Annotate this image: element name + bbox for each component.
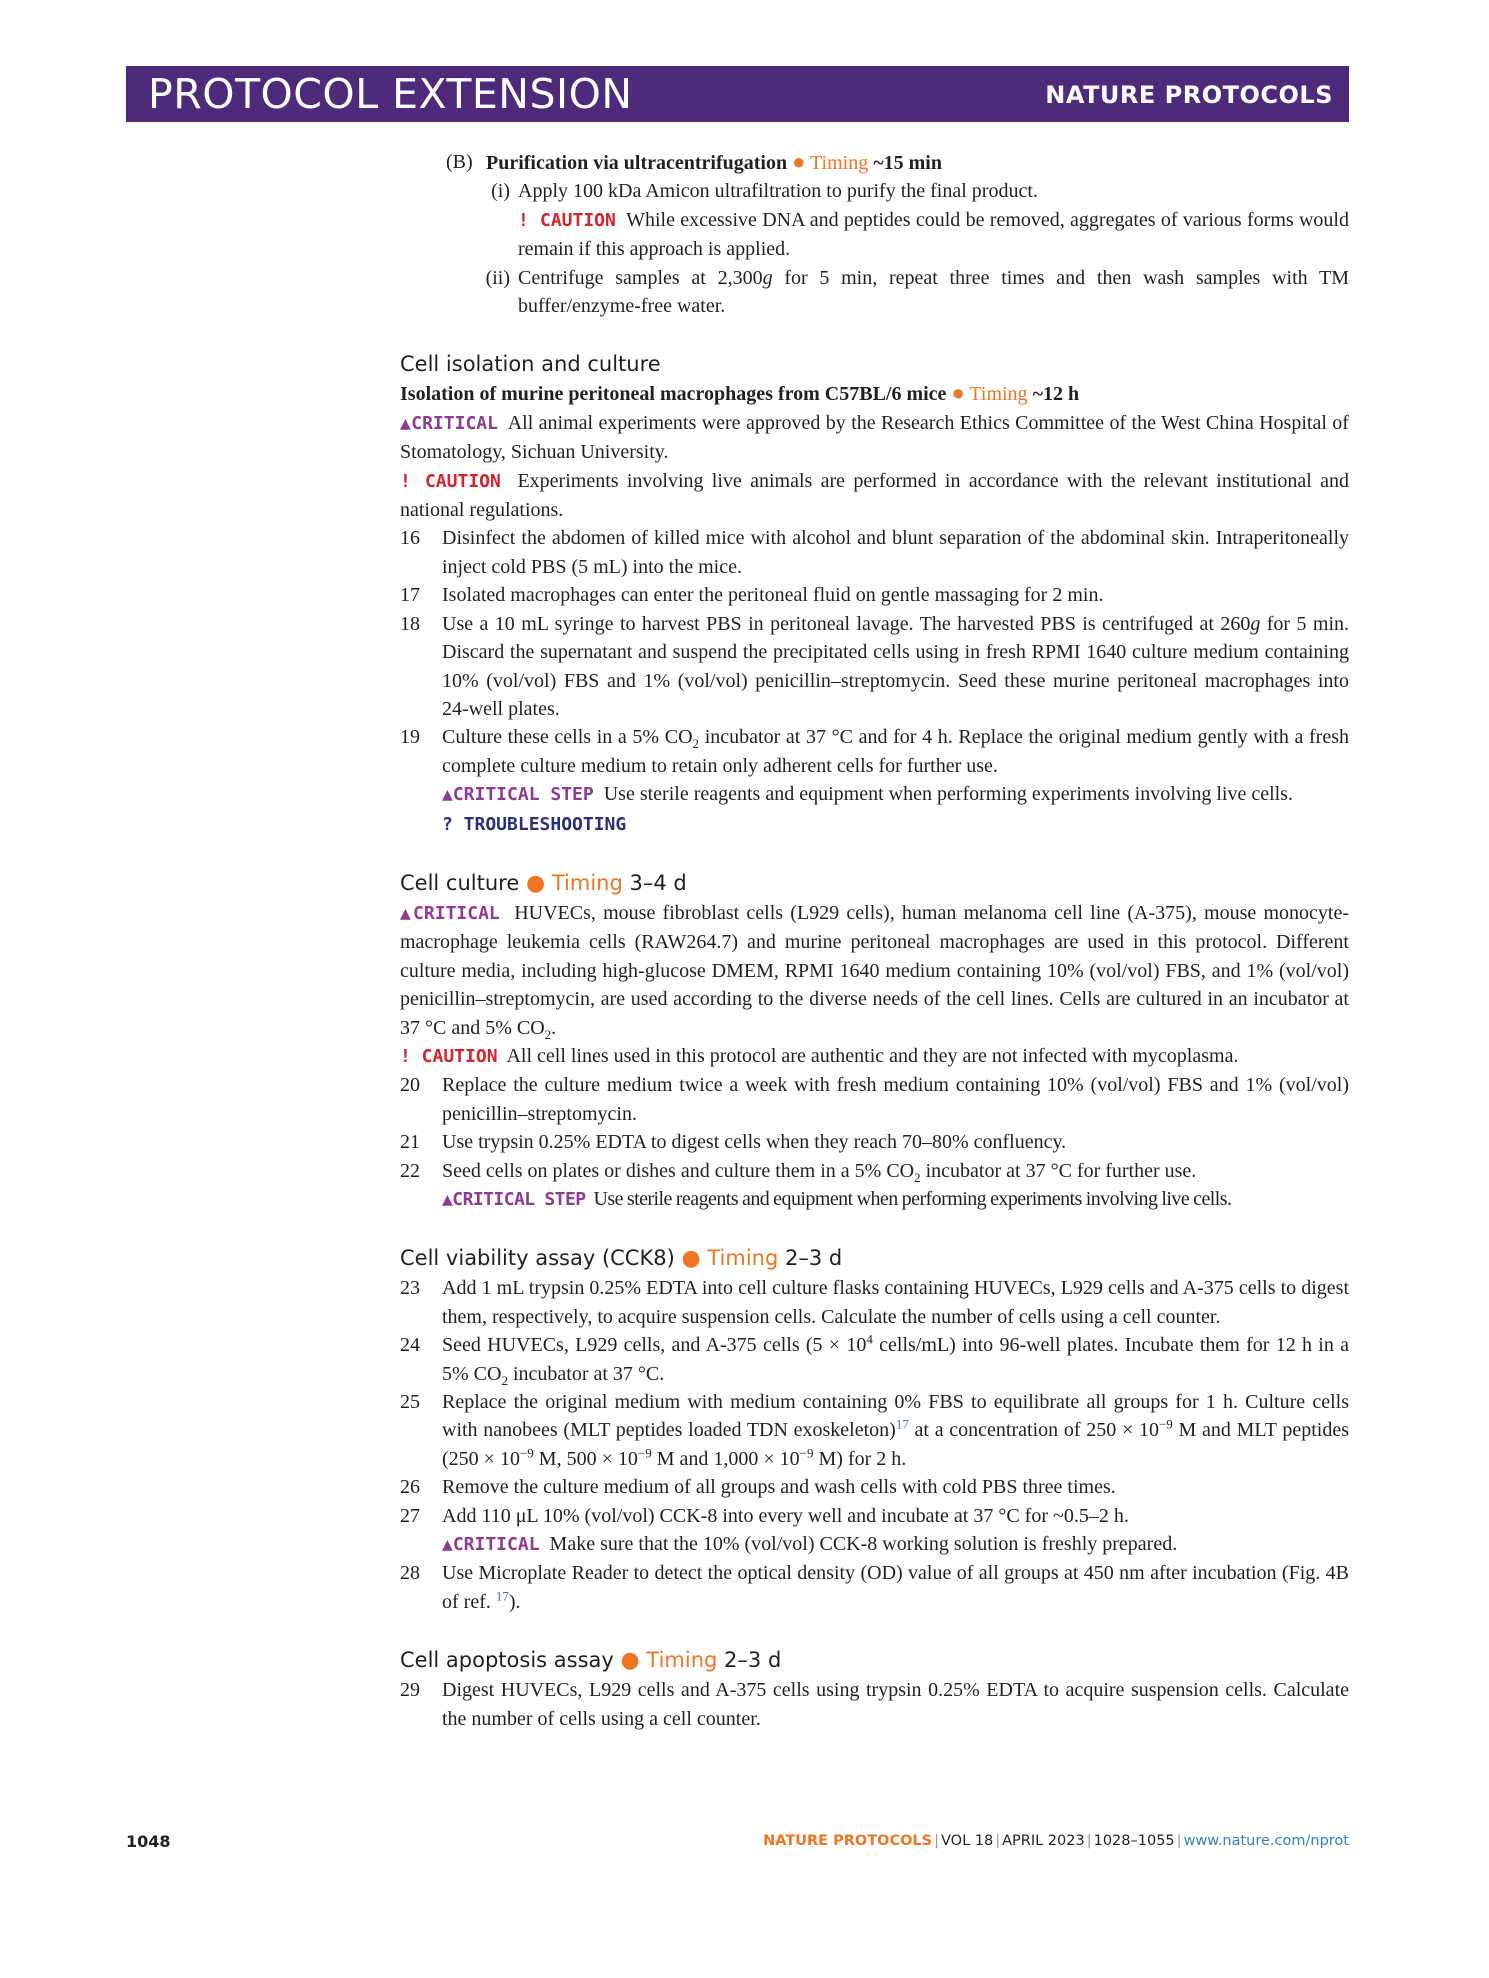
spacer [400, 839, 1349, 868]
section-b-label: (B) [446, 151, 473, 173]
step-18 [400, 610, 1349, 724]
step-26 [400, 1473, 1349, 1501]
step-text: Disinfect the abdomen of killed mice with alcohol and blunt separation of the abdominal skin. Intraperitoneally inject cold PBS (5 mL) into the mice. [442, 527, 1349, 578]
critical-note [400, 409, 1349, 467]
timing-dot-icon: ● [525, 870, 546, 896]
timing-dot-icon: ● [792, 149, 806, 174]
step-text: incubator at 37 °C. [507, 1362, 665, 1385]
step-text: M and MLT peptides (250 × 10 [442, 1419, 1349, 1470]
critical-step-label: ▲CRITICAL STEP [442, 784, 594, 806]
step-text: Seed cells on plates or dishes and culture them in a 5% CO [442, 1159, 915, 1182]
step-text: Centrifuge samples at 2,300 [518, 266, 763, 289]
critical-text: All animal experiments were approved by the Research Ethics Committee of the West China Hospital of Stomatology, Sichuan University. [400, 411, 1349, 464]
step-21 [400, 1128, 1349, 1156]
step-text: M and 1,000 × 10 [651, 1447, 800, 1470]
subsection-title: Isolation of murine peritoneal macrophages from C57BL/6 mice [400, 383, 947, 406]
step-number: 22 [400, 1159, 420, 1182]
critical-step-note [400, 1185, 1349, 1214]
caution-text: All cell lines used in this protocol are authentic and they are not infected with mycoplasma. [506, 1044, 1239, 1067]
caution-text: Experiments involving live animals are performed in accordance with the relevant institutional and national regulations. [400, 469, 1350, 522]
section-title: Cell apoptosis assay [400, 1648, 614, 1673]
step-text: Use Microplate Reader to detect the optical density (OD) value of all groups at 450 nm after incubation (Fig. 4B of ref. [442, 1562, 1349, 1613]
journal-title: NATURE PROTOCOLS [1045, 81, 1333, 109]
step-text: Add 110 μL 10% (vol/vol) CCK-8 into every well and incubate at 37 °C for ~0.5–2 h. [442, 1504, 1129, 1527]
critical-label: ▲CRITICAL [400, 412, 498, 434]
roman-num: (ii) [485, 266, 510, 289]
caution-note [400, 467, 1349, 525]
step-text: for 5 min. Discard the supernatant and suspend the precipitated cells using in fresh RPMI 1640 culture medium containing 10% (vol/vol) FBS and 1% (vol/vol) penicillin–streptomycin. Seed these murine peritoneal macrophages into 24-well plates. [442, 612, 1350, 720]
roman-step-ii [400, 264, 1349, 321]
step-number: 28 [400, 1562, 420, 1585]
critical-step-label: ▲CRITICAL STEP [442, 1189, 586, 1210]
step-text-italic: g [762, 266, 773, 289]
step-16 [400, 524, 1349, 581]
timing-value: 2–3 d [785, 1246, 843, 1271]
step-27 [400, 1502, 1349, 1530]
step-text: Add 1 mL trypsin 0.25% EDTA into cell culture flasks containing HUVECs, L929 cells and A-375 cells to digest them, respectively, to acquire suspension cells. Calculate the number of cells using a cell counter. [442, 1277, 1349, 1328]
section-title: Cell viability assay (CCK8) [400, 1246, 675, 1271]
timing-value: ~15 min [873, 152, 942, 174]
subscript: 2 [501, 1372, 508, 1388]
step-number: 18 [400, 612, 420, 635]
step-text: Seed HUVECs, L929 cells, and A-375 cells (5 × 10 [442, 1334, 867, 1357]
subscript: 2 [692, 736, 700, 752]
step-20 [400, 1071, 1349, 1128]
step-number: 16 [400, 527, 420, 550]
step-number: 17 [400, 584, 420, 607]
troubleshooting-link[interactable]: ? TROUBLESHOOTING [442, 813, 627, 835]
critical-step-note [400, 780, 1349, 809]
timing-dot-icon: ● [620, 1648, 640, 1674]
caution-label: ! CAUTION [400, 470, 501, 492]
step-number: 27 [400, 1504, 420, 1527]
step-23 [400, 1274, 1349, 1331]
caution-label: ! CAUTION [400, 1045, 498, 1067]
superscript: 4 [866, 1331, 873, 1347]
critical-note [400, 899, 1349, 1042]
reference-link[interactable]: 17 [495, 1588, 509, 1604]
step-22 [400, 1157, 1349, 1185]
critical-step-text: Use sterile reagents and equipment when performing experiments involving live cells. [593, 1188, 1232, 1210]
step-number: 20 [400, 1074, 420, 1097]
step-text: Isolated macrophages can enter the peritoneal fluid on gentle massaging for 2 min. [442, 584, 1104, 607]
step-text: Use a 10 mL syringe to harvest PBS in peritoneal lavage. The harvested PBS is centrifuged at 260 [442, 612, 1251, 635]
step-number: 25 [400, 1391, 420, 1414]
step-text: Remove the culture medium of all groups and wash cells with cold PBS three times. [442, 1476, 1116, 1499]
step-number: 19 [400, 726, 420, 749]
caution-label: ! CAUTION [518, 209, 616, 231]
subscript: 2 [914, 1169, 921, 1185]
footer-citation: NATURE PROTOCOLS | VOL 18 | APRIL 2023 | 1028–1055 | www.nature.com/nprot [763, 1833, 1349, 1849]
step-text: Replace the culture medium twice a week with fresh medium containing 10% (vol/vol) FBS and 1% (vol/vol) penicillin–streptomycin. [442, 1074, 1349, 1125]
step-text: Replace the original medium with medium containing 0% FBS to equilibrate all groups for 1 h. Culture cells with nanobees (MLT peptides loaded TDN exoskeleton) [442, 1391, 1349, 1442]
superscript: −9 [799, 1445, 814, 1461]
spacer [400, 1616, 1349, 1645]
step-17 [400, 581, 1349, 609]
step-28 [400, 1559, 1349, 1616]
critical-label: ▲CRITICAL [400, 902, 500, 924]
step-text: M) for 2 h. [813, 1447, 907, 1470]
footer-volume: VOL 18 [941, 1833, 994, 1849]
timing-label: Timing [646, 1648, 718, 1673]
caution-note [400, 206, 1349, 264]
spacer [400, 320, 1349, 349]
step-number: 29 [400, 1679, 420, 1702]
footer-journal: NATURE PROTOCOLS [763, 1833, 933, 1849]
caution-text: While excessive DNA and peptides could be removed, aggregates of various forms would remain if this approach is applied. [518, 208, 1349, 261]
step-25 [400, 1388, 1349, 1473]
step-text: Use trypsin 0.25% EDTA to digest cells when they reach 70–80% confluency. [442, 1131, 1067, 1154]
section-b-title: Purification via ultracentrifugation [486, 152, 788, 174]
timing-value: 2–3 d [724, 1648, 782, 1673]
step-number: 23 [400, 1277, 420, 1300]
step-text: Digest HUVECs, L929 cells and A-375 cells using trypsin 0.25% EDTA to acquire suspension cells. Calculate the number of cells using a cell counter. [442, 1679, 1349, 1730]
reference-link[interactable]: 17 [895, 1416, 909, 1432]
step-number: 26 [400, 1476, 420, 1499]
critical-text: Make sure that the 10% (vol/vol) CCK-8 working solution is freshly prepared. [549, 1533, 1178, 1556]
step-number: 24 [400, 1334, 420, 1357]
critical-step-text: Use sterile reagents and equipment when performing experiments involving live cells. [603, 783, 1293, 806]
footer-pages: 1028–1055 [1093, 1833, 1175, 1849]
superscript: −9 [519, 1445, 534, 1461]
step-text-italic: g [1250, 612, 1261, 635]
step-text: at a concentration of 250 × 10 [908, 1419, 1159, 1442]
critical-label: ▲CRITICAL [442, 1534, 540, 1556]
subsection-heading [400, 379, 1349, 408]
caution-note [400, 1042, 1349, 1071]
timing-dot-icon: ● [681, 1246, 701, 1272]
superscript: −9 [1158, 1416, 1173, 1432]
timing-label: Timing [551, 870, 623, 895]
footer-date: APRIL 2023 [1002, 1833, 1085, 1849]
step-24 [400, 1331, 1349, 1388]
troubleshooting-note [400, 810, 1349, 839]
section-title: Cell culture [400, 870, 520, 895]
step-text: Culture these cells in a 5% CO [442, 726, 693, 749]
page-number: 1048 [126, 1832, 171, 1851]
roman-num: (i) [491, 180, 510, 203]
subscript: 2 [544, 1026, 552, 1042]
timing-label: Timing [810, 152, 869, 174]
timing-value: ~12 h [1032, 383, 1080, 406]
section-heading [400, 1645, 1349, 1676]
section-heading [400, 868, 1349, 899]
step-19 [400, 723, 1349, 780]
step-text: ). [508, 1590, 521, 1613]
step-text: for 5 min, repeat three times and then wash samples with TM buffer/enzyme-free water. [518, 266, 1349, 318]
step-29 [400, 1676, 1349, 1733]
critical-note [400, 1530, 1349, 1559]
timing-label: Timing [707, 1246, 779, 1271]
critical-text: . [551, 1016, 557, 1039]
roman-step-text: Apply 100 kDa Amicon ultrafiltration to purify the final product. [518, 180, 1038, 203]
step-number: 21 [400, 1131, 420, 1154]
timing-value: 3–4 d [629, 870, 687, 895]
step-text: incubator at 37 °C for further use. [920, 1159, 1197, 1182]
spacer [400, 1214, 1349, 1243]
article-type-title: PROTOCOL EXTENSION [148, 70, 633, 118]
footer-url-link[interactable]: www.nature.com/nprot [1183, 1833, 1349, 1849]
timing-dot-icon: ● [951, 380, 965, 406]
section-heading [400, 1243, 1349, 1274]
critical-text: HUVECs, mouse fibroblast cells (L929 cells), human melanoma cell line (A-375), mouse monocyte-macrophage leukemia cells (RAW264.7) and murine peritoneal macrophages are used in this protocol. Different culture media, including high-glucose DMEM, RPMI 1640 medium containing 10% (vol/vol) FBS, and 1% (vol/vol) penicillin–streptomycin, are used according to the diverse needs of the cell lines. Cells are cultured in an incubator at 37 °C and 5% CO [400, 901, 1350, 1039]
step-text: incubator at 37 °C and for 4 h. Replace the original medium gently with a fresh complete culture medium to retain only adherent cells for further use. [442, 726, 1349, 777]
step-text: cells/mL) into 96-well plates. Incubate them for 12 h in a 5% CO [442, 1334, 1349, 1385]
section-heading: Cell isolation and culture [400, 352, 661, 377]
superscript: −9 [637, 1445, 652, 1461]
header-banner [126, 66, 1349, 122]
section-b-heading [400, 148, 1349, 177]
step-text: M, 500 × 10 [533, 1447, 638, 1470]
main-content [400, 148, 1349, 1733]
timing-label: Timing [969, 383, 1028, 406]
roman-step-i [400, 177, 1349, 205]
